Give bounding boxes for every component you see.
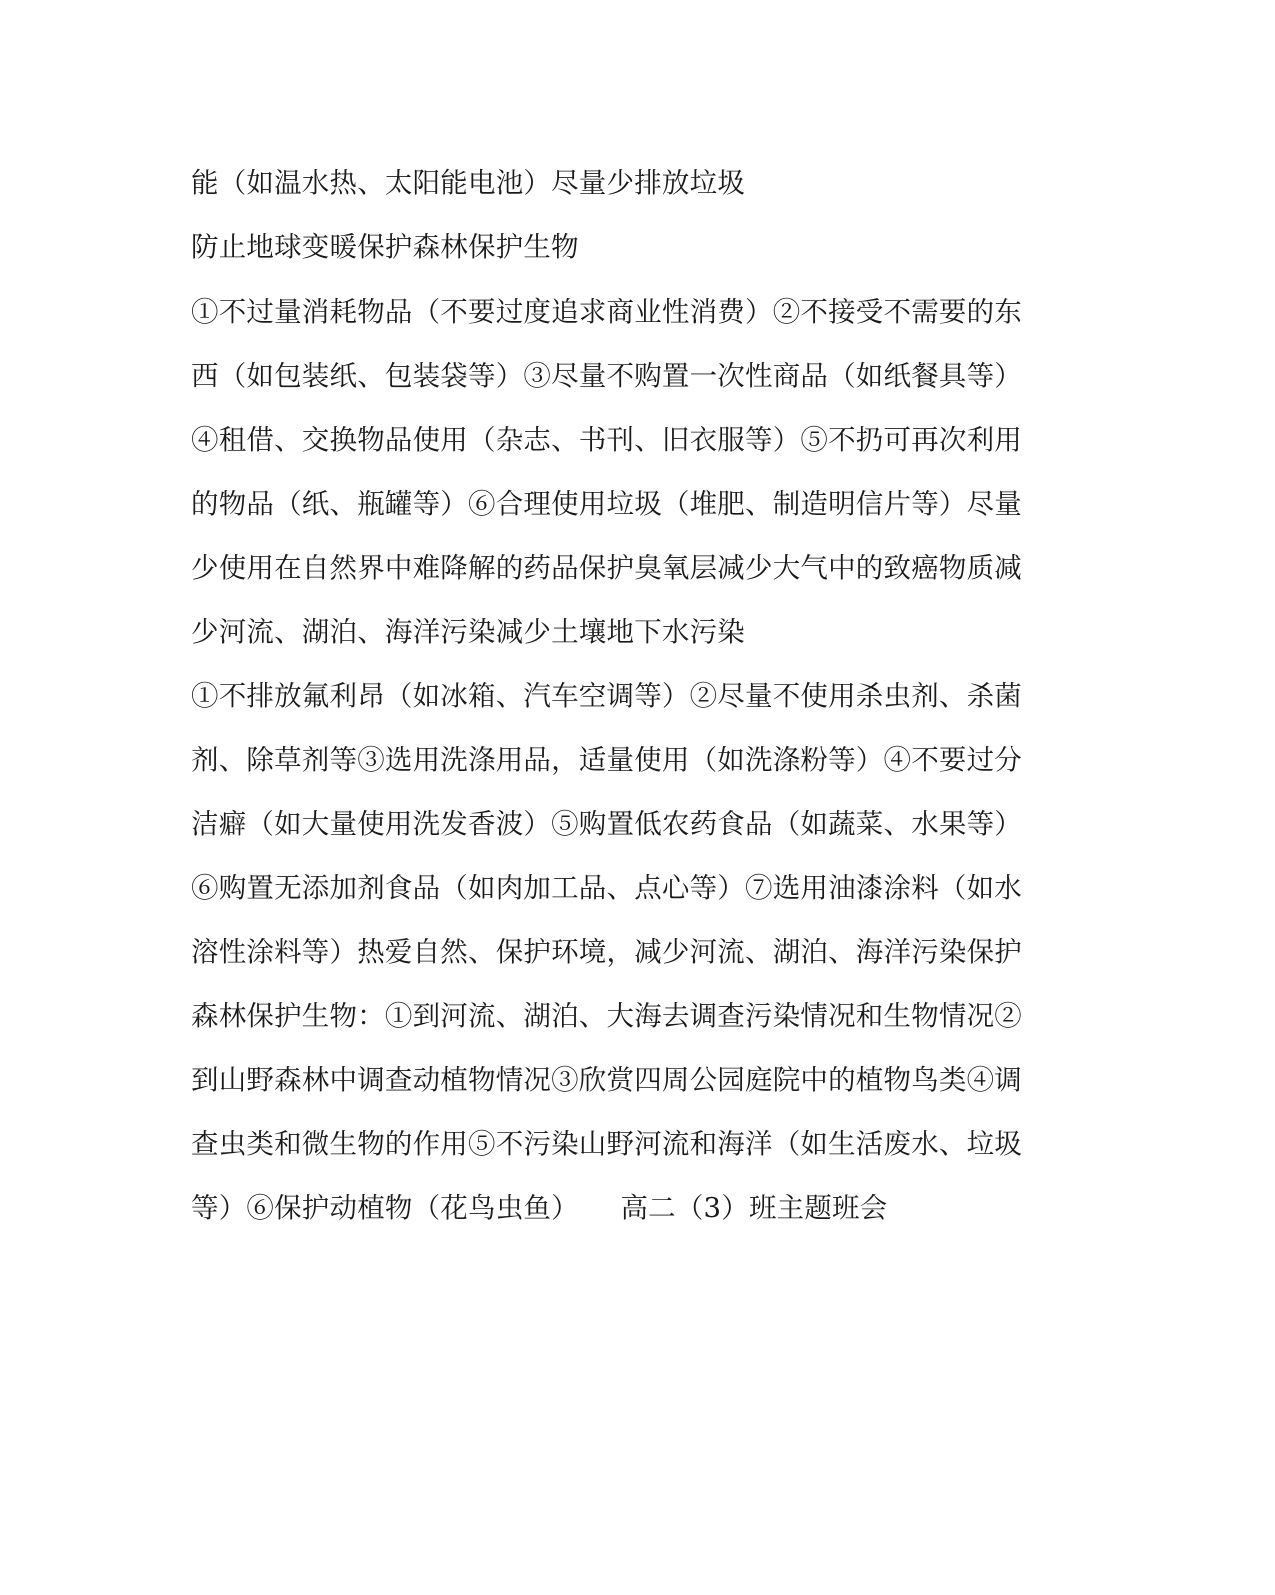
text-line: ⑥购置无添加剂食品（如肉加工品、点心等）⑦选用油漆涂料（如水 — [191, 872, 1022, 904]
text-line: 西（如包装纸、包装袋等）③尽量不购置一次性商品（如纸餐具等） — [191, 360, 1022, 392]
text-line: 防止地球变暖保护森林保护生物 — [191, 231, 579, 263]
text-line: 少使用在自然界中难降解的药品保护臭氧层减少大气中的致癌物质减 — [191, 552, 1022, 584]
text-line: 等）⑥保护动植物（花鸟虫鱼） 高二（3）班主题班会 — [191, 1192, 888, 1224]
text-line: 能（如温水热、太阳能电池）尽量少排放垃圾 — [191, 167, 745, 199]
text-line: 剂、除草剂等③选用洗涤用品，适量使用（如洗涤粉等）④不要过分 — [191, 744, 1022, 776]
text-line: ①不过量消耗物品（不要过度追求商业性消费）②不接受不需要的东 — [191, 296, 1022, 328]
text-line: 溶性涂料等）热爱自然、保护环境，减少河流、湖泊、海洋污染保护 — [191, 936, 1022, 968]
text-line: 到山野森林中调查动植物情况③欣赏四周公园庭院中的植物鸟类④调 — [191, 1064, 1022, 1096]
text-line: 洁癖（如大量使用洗发香波）⑤购置低农药食品（如蔬菜、水果等） — [191, 808, 1022, 840]
text-line: 查虫类和微生物的作用⑤不污染山野河流和海洋（如生活废水、垃圾 — [191, 1128, 1022, 1160]
text-line: 的物品（纸、瓶罐等）⑥合理使用垃圾（堆肥、制造明信片等）尽量 — [191, 488, 1022, 520]
text-line: ④租借、交换物品使用（杂志、书刊、旧衣服等）⑤不扔可再次利用 — [191, 424, 1022, 456]
text-line: ①不排放氟利昂（如冰箱、汽车空调等）②尽量不使用杀虫剂、杀菌 — [191, 680, 1022, 712]
text-line: 森林保护生物：①到河流、湖泊、大海去调查污染情况和生物情况② — [191, 1000, 1022, 1032]
text-line: 少河流、湖泊、海洋污染减少土壤地下水污染 — [191, 616, 745, 648]
